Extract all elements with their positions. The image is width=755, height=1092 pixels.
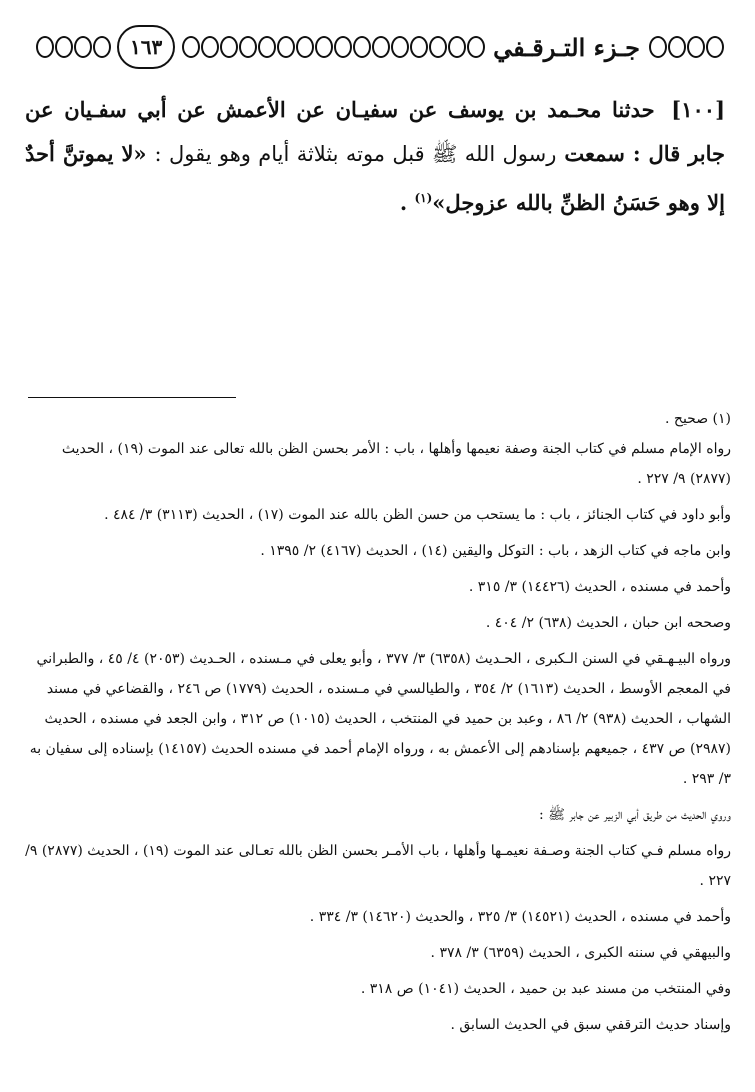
footnote-line: وصححه ابن حبان ، الحديث (٦٣٨) ٢/ ٤٠٤ .: [485, 615, 731, 631]
footnote-line: (١) صحيح .: [665, 411, 731, 427]
hadith-intro: سمعت: [564, 141, 625, 166]
hadith-text: [25, 88, 725, 225]
page-header: [92, 22, 724, 72]
footnote-line: وأحمد في مسنده ، الحديث (١٤٤٢٦) ٣/ ٣١٥ .: [468, 579, 731, 595]
footnote-line: رواه مسلم فـي كتاب الجنة وصـفة نعيمـها وأهلها ، باب الأمـر بحسن الظن بالله تعـالى عند الموت (١٩) ، الحديث (٢٨٧٧) ٩/ ٢٢٧ .: [25, 843, 731, 889]
footnote-divider: [28, 397, 236, 398]
footnote-line: ورواه البيـهـقي في السنن الـكبرى ، الحـديث (٦٣٥٨) ٣/ ٣٧٧ ، وأبو يعلى في مـسنده ، الحـديث (٢٠٥٣) ٤/ ٤٥ ، والطبراني في المعجم الأوسط ، الحديث (١٦١٣) ٢/ ٣٥٤ ، والطيالسي في مـسنده ، الحديث (١٧٧٩) ص ٢٤٦ ، والقضاعي في مسند الشهاب ، الحديث (٩٣٨) ٢/ ٨٦ ، وعبد بن حميد في المنتخب ، الحديث (١٠١٥) ص ٣١٢ ، وابن الجعد في مسنده ، الحديث (٢٩٨٧) ص ٤٣٧ ، جميعهم بإسنادهم إلى الأعمش به ، ورواه الإمام أحمد في مسنده الحديث (١٤١٥٧) بإسناده إلى سفيان به ٣/ ٢٩٣ .: [29, 651, 731, 787]
footnote-line: وأحمد في مسنده ، الحديث (١٤٥٢١) ٣/ ٣٢٥ ، والحديث (١٤٦٢٠) ٣/ ٣٣٤ .: [309, 909, 731, 925]
footnote-line: وإسناد حديث الترقفي سبق في الحديث السابق .: [450, 1017, 731, 1033]
footnote-line: والبيهقي في سننه الكبرى ، الحديث (٦٣٥٩) ٣/ ٣٧٨ .: [430, 945, 731, 961]
ornament-right-icon: [648, 36, 724, 58]
page-number: ١٦٣: [117, 25, 175, 69]
footnote-line: وروي الحديث من طريق أبي الزبير عن جابر ﷺ :: [538, 807, 731, 823]
footnote-line: وفي المنتخب من مسند عبد بن حميد ، الحديث (١٠٤١) ص ٣١٨ .: [360, 981, 731, 997]
ornament-middle-icon: [181, 36, 485, 58]
hadith-chain: حدثنا محـمد بن يوسف عن سفيـان عن الأعمش عن أبي سفـيان عن جابر قال :: [25, 97, 726, 166]
footnote-marker: (١): [414, 191, 433, 205]
footnote-line: رواه الإمام مسلم في كتاب الجنة وصفة نعيمها وأهلها ، باب : الأمر بحسن الظن بالله تعالى عند الموت (١٩) ، الحديث (٢٨٧٧) ٩/ ٢٢٧ .: [61, 441, 731, 487]
hadith-number: [١٠٠]: [671, 97, 726, 122]
hadith-quote: «لا يموتنَّ أحدٌ إلا وهو حَسَنُ الظنِّ بالله عزوجل»: [25, 141, 725, 215]
hadith-end: .: [399, 190, 408, 215]
footnote-line: وابن ماجه في كتاب الزهد ، باب : التوكل واليقين (١٤) ، الحديث (٤١٦٧) ٢/ ١٣٩٥ .: [260, 543, 731, 559]
footnote-line: وأبو داود في كتاب الجنائز ، باب : ما يستحب من حسن الظن بالله عند الموت (١٧) ، الحديث (٣١١٣) ٣/ ٤٨٤ .: [104, 507, 731, 523]
header-title: جـزء التـرقـفي: [493, 32, 640, 62]
hadith-narration: رسول الله ﷺ قبل موته بثلاثة أيام وهو يقول :: [154, 142, 557, 166]
footnotes: [21, 404, 731, 1046]
ornament-left-icon: [35, 36, 111, 58]
